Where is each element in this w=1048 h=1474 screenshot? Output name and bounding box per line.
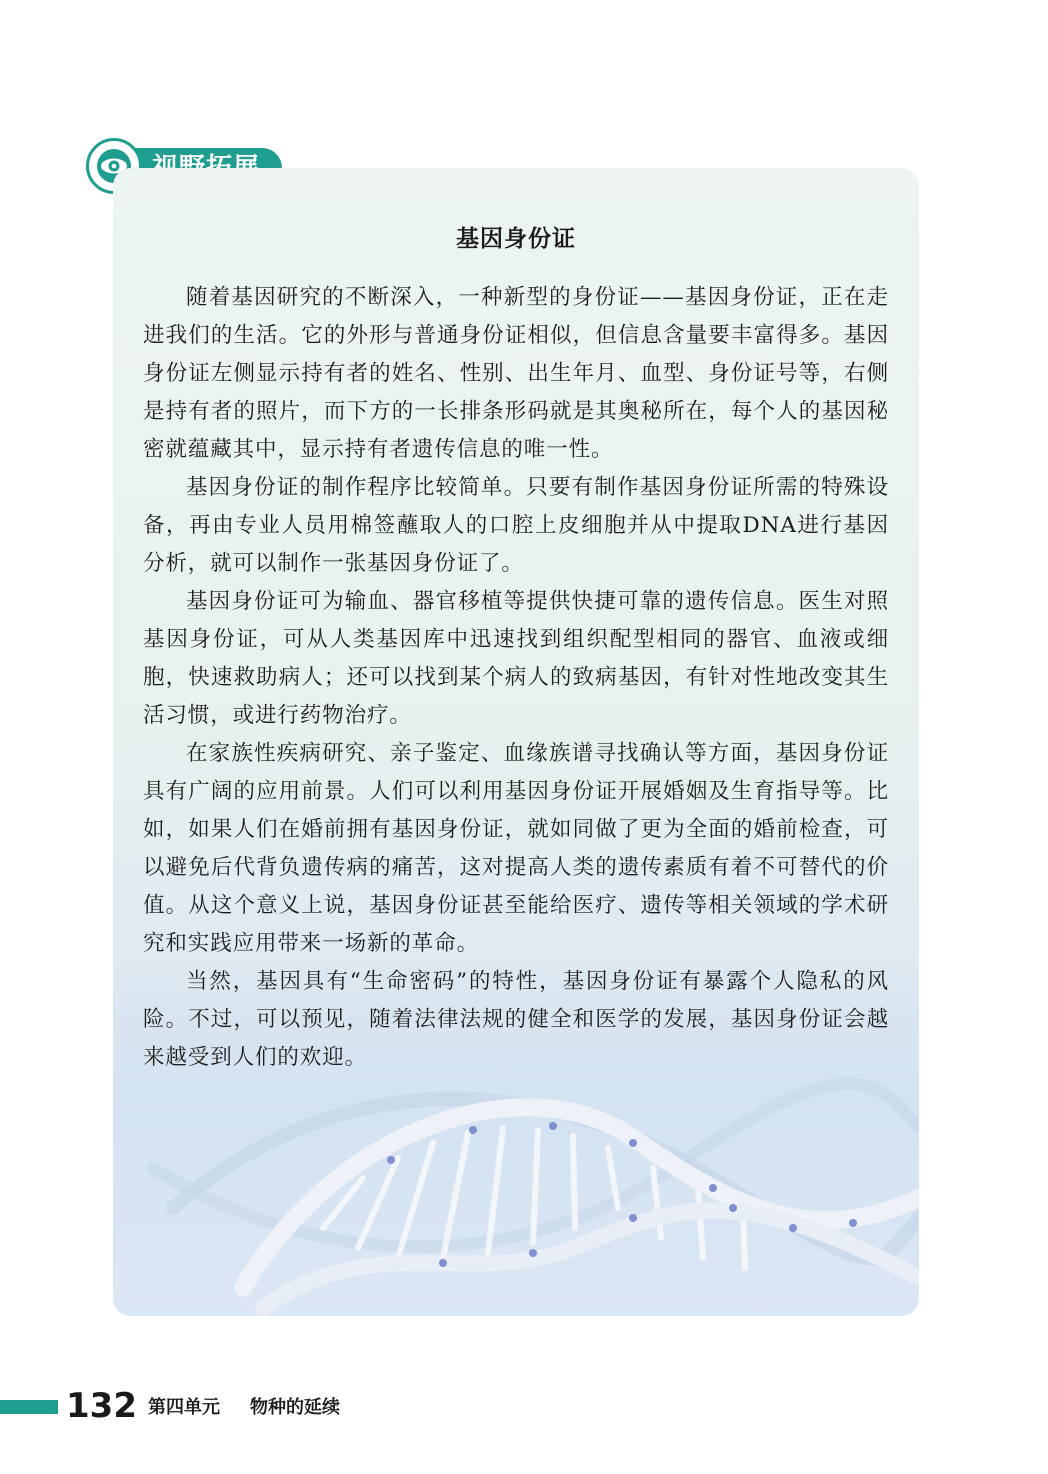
chapter-label: 物种的延续 — [250, 1397, 340, 1418]
article-body — [143, 279, 889, 1077]
paragraph: 基因身份证可为输血、器官移植等提供快捷可靠的遗传信息。医生对照基因身份证，可从人类基因库中迅速找到组织配型相同的器官、血液或细胞，快速救助病人；还可以找到某个病人的致病基因，有针对性地改变其生活习惯，或进行药物治疗。 — [143, 589, 889, 728]
article-title: 基因身份证 — [456, 226, 576, 252]
paragraph: 随着基因研究的不断深入，一种新型的身份证——基因身份证，正在走进我们的生活。它的外形与普通身份证相似，但信息含量要丰富得多。基因身份证左侧显示持有者的姓名、性别、出生年月、血型、身份证号等，右侧是持有者的照片，而下方的一长排条形码就是其奥秘所在，每个人的基因秘密就蕴藏其中，显示持有者遗传信息的唯一性。 — [143, 285, 889, 462]
unit-label: 第四单元 — [148, 1397, 220, 1418]
page-number: 132 — [66, 1386, 137, 1426]
reading-box — [113, 168, 919, 1316]
footer-accent-bar — [0, 1400, 58, 1414]
paragraph: 在家族性疾病研究、亲子鉴定、血缘族谱寻找确认等方面，基因身份证具有广阔的应用前景。人们可以利用基因身份证开展婚姻及生育指导等。比如，如果人们在婚前拥有基因身份证，就如同做了更为全面的婚前检查，可以避免后代背负遗传病的痛苦，这对提高人类的遗传素质有着不可替代的价值。从这个意义上说，基因身份证甚至能给医疗、遗传等相关领域的学术研究和实践应用带来一场新的革命。 — [143, 741, 889, 956]
paragraph: 基因身份证的制作程序比较简单。只要有制作基因身份证所需的特殊设备，再由专业人员用棉签蘸取人的口腔上皮细胞并从中提取DNA进行基因分析，就可以制作一张基因身份证了。 — [143, 475, 889, 576]
paragraph: 当然，基因具有“生命密码”的特性，基因身份证有暴露个人隐私的风险。不过，可以预见，随着法律法规的健全和医学的发展，基因身份证会越来越受到人们的欢迎。 — [143, 969, 889, 1070]
